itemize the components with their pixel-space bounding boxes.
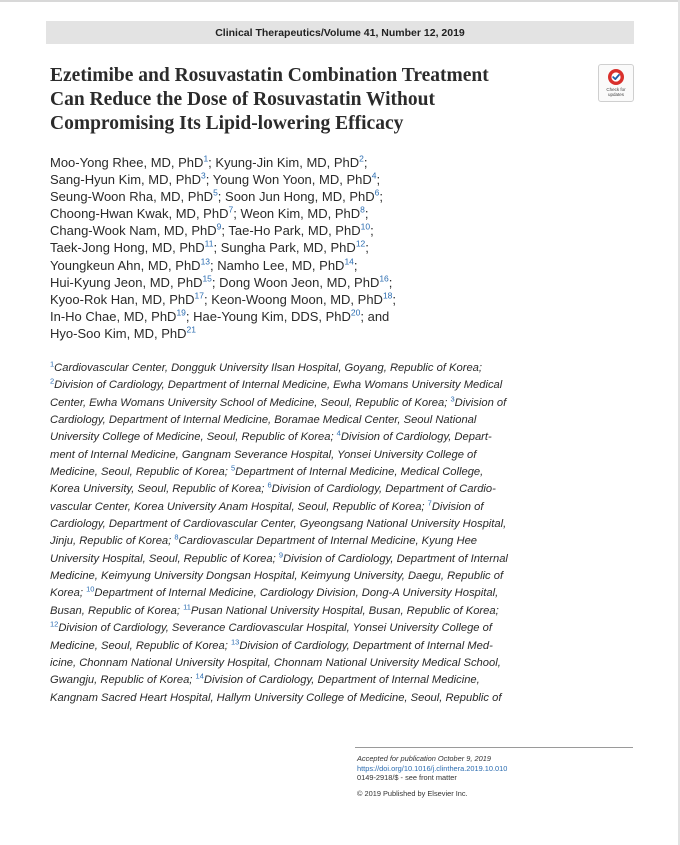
affiliation-line [50,481,550,498]
affiliation-line [50,447,550,464]
affiliation-line [50,690,550,707]
author-line [50,171,610,188]
title-line: Can Reduce the Dose of Rosuvastatin Without [50,89,435,110]
affiliation-ref[interactable]: 6 [374,187,380,198]
author-separator: ; [208,155,216,170]
affiliation-text: Cardiovascular Center, Dongguk University Ilsan Hospital, Goyang, Republic of Korea; [54,362,482,374]
affiliation-ref[interactable]: 1 [203,153,209,164]
author-separator: ; [205,172,213,188]
affiliation-text: Pusan National University Hospital, Busan, Republic of Korea; [190,604,499,617]
affiliation-line [50,360,550,377]
author-list [50,154,610,342]
affiliation-text: Medicine, Keimyung University Dongsan Hospital, Keimyung University, Daegu, Republic of [50,570,504,583]
affiliation-text: Division of Cardiology, Depart- [340,431,492,444]
author-line [50,274,610,291]
author-name: Kyung-Jin Kim, MD, PhD [215,155,360,170]
affiliation-number: 8 [174,532,179,542]
author-separator: ; and [360,308,390,324]
affiliation-line [50,585,550,602]
affiliation-ref[interactable]: 9 [216,222,222,233]
affiliation-line [50,551,550,568]
affiliation-line [50,533,550,550]
affiliation-line [50,638,550,655]
author-separator: ; [233,206,241,222]
affiliation-number: 6 [267,480,272,490]
affiliation-line [50,429,550,446]
author-name: Sungha Park, MD, PhD [220,240,356,256]
author-name: Keon-Woong Moon, MD, PhD [211,291,383,307]
affiliation-ref[interactable]: 8 [360,204,365,215]
affiliation-number: 4 [336,428,341,438]
affiliation-line [50,603,550,620]
viewer-frame-top [0,0,680,2]
author-separator: ; [364,206,369,222]
affiliation-line [50,499,550,516]
footnote-divider [355,747,633,748]
affiliation-ref[interactable]: 19 [176,307,186,318]
author-separator: ; [353,257,358,273]
affiliation-text: Cardiology, Department of Cardiovascular Center, Gyeongsang National University Hospital, [50,518,507,531]
accepted-date: Accepted for publication October 9, 2019 [357,754,491,763]
affiliation-number: 3 [450,393,455,403]
author-separator: ; [363,155,368,170]
author-name: Hae-Young Kim, DDS, PhD [193,308,351,324]
author-line [50,291,610,308]
author-line [50,205,610,222]
author-name: Chang-Wook Nam, MD, PhD [50,223,217,239]
affiliation-ref[interactable]: 18 [382,290,393,301]
affiliation-text: University Hospital, Seoul, Republic of Korea; [50,552,279,565]
affiliation-text: Center, Ewha Womans University School of Medicine, Seoul, Republic of Korea; [50,396,451,409]
affiliation-line [50,655,550,672]
affiliation-text: vascular Center, Korea University Anam Hospital, Seoul, Republic of Korea; [50,500,428,513]
affiliation-text: Department of Internal Medicine, Medical College, [235,466,484,479]
affiliation-text: Busan, Republic of Korea; [50,604,184,617]
affiliation-ref[interactable]: 11 [204,239,214,250]
author-name: Tae-Ho Park, MD, PhD [228,223,361,239]
article-title [50,64,570,136]
author-name: In-Ho Chae, MD, PhD [50,308,177,324]
copyright-line: © 2019 Published by Elsevier Inc. [357,788,468,798]
author-name: Weon Kim, MD, PhD [240,206,361,222]
author-separator: ; [203,291,212,307]
affiliation-text: Division of [431,500,484,513]
author-name: Choong-Hwan Kwak, MD, PhD [50,206,229,222]
affiliation-ref[interactable]: 14 [344,256,354,267]
affiliation-text: Division of Cardiology, Department of Internal Medicine, Ewha Womans University Medical [54,379,503,392]
author-name: Youngkeun Ahn, MD, PhD [50,257,201,273]
affiliation-ref[interactable]: 16 [379,273,389,284]
author-name: Dong Woon Jeon, MD, PhD [219,274,380,290]
title-line: Compromising Its Lipid-lowering Efficacy [50,113,404,134]
affiliation-ref[interactable]: 5 [213,187,218,198]
affiliation-line [50,620,550,637]
author-separator: ; [365,240,369,256]
author-separator: ; [221,223,229,239]
affiliation-text: icine, Chonnam National University Hospital, Chonnam National University Medical School, [50,656,501,669]
author-line [50,308,610,325]
affiliation-line [50,516,550,533]
affiliation-text: Division of Cardiology, Department of Internal [283,552,508,565]
author-line [50,154,610,171]
affiliation-number: 5 [230,463,236,473]
affiliation-text: Medicine, Seoul, Republic of Korea; [50,466,231,479]
affiliation-number: 10 [86,584,95,594]
author-name: Hui-Kyung Jeon, MD, PhD [50,274,203,290]
author-separator: ; [392,291,397,307]
author-line [50,257,610,274]
check-for-updates-icon [607,68,625,86]
affiliation-ref[interactable]: 21 [186,324,197,335]
affiliation-text: University College of Medicine, Seoul, Republic of Korea; [50,431,337,444]
author-name: Soon Jun Hong, MD, PhD [225,189,375,205]
affiliation-number: 12 [50,619,59,629]
author-separator: ; [210,257,218,273]
affiliation-text: ment of Internal Medicine, Gangnam Severance Hospital, Yonsei University College of [50,448,477,461]
affiliation-text: Gwangju, Republic of Korea; [50,674,196,687]
affiliation-text: Division of Cardiology, Department of Cardio- [271,483,496,496]
affiliation-line [50,377,550,394]
affiliation-text: Cardiovascular Department of Internal Medicine, Kyung Hee [178,535,478,548]
affiliation-text: Division of Cardiology, Severance Cardiovascular Hospital, Yonsei University College of [58,622,492,635]
author-name: Hyo-Soo Kim, MD, PhD [50,325,187,341]
author-line [50,239,610,256]
affiliation-ref[interactable]: 10 [360,222,371,233]
affiliation-text: Department of Internal Medicine, Cardiology Division, Dong-A University Hospital, [94,587,499,600]
affiliation-list [50,360,550,707]
affiliation-ref[interactable]: 2 [359,153,364,164]
affiliation-ref[interactable]: 7 [228,204,234,215]
author-separator: ; [388,274,393,290]
affiliation-line [50,672,550,689]
author-name: Moo-Yong Rhee, MD, PhD [50,155,204,170]
affiliation-text: Jinju, Republic of Korea; [50,535,175,548]
affiliation-ref[interactable]: 3 [201,170,206,181]
affiliation-text: Division of [454,396,507,409]
author-separator: ; [185,308,194,324]
affiliation-line [50,568,550,585]
affiliation-text: Korea University, Seoul, Republic of Korea; [50,483,268,496]
issn-line: 0149-2918/$ - see front matter [357,773,457,783]
affiliation-text: Cardiology, Department of Internal Medicine, Boramae Medical Center, Seoul National [50,414,477,427]
author-name: Kyoo-Rok Han, MD, PhD [50,291,195,307]
check-for-updates-button[interactable] [598,64,634,102]
author-name: Namho Lee, MD, PhD [217,257,345,273]
affiliation-text: Kangnam Sacred Heart Hospital, Hallym University College of Medicine, Seoul, Republic of [50,691,502,704]
affiliation-text: Division of Cardiology, Department of Internal Med- [239,639,493,652]
author-separator: ; [211,274,220,290]
affiliation-text: Division of Cardiology, Department of Internal Medicine, [203,674,480,687]
affiliation-number: 2 [50,376,55,386]
affiliation-text: Korea; [50,587,87,600]
publication-info [357,754,633,798]
title-line: Ezetimibe and Rosuvastatin Combination Treatment [50,65,489,86]
author-separator: ; [376,172,381,188]
author-separator: ; [213,240,221,256]
author-line [50,188,610,205]
affiliation-ref[interactable]: 13 [200,256,211,267]
affiliation-number: 14 [195,671,204,681]
author-separator: ; [370,223,374,239]
affiliation-ref[interactable]: 4 [371,170,377,181]
affiliation-ref[interactable]: 15 [202,273,212,284]
affiliation-line [50,395,550,412]
affiliation-line [50,412,550,429]
author-line [50,222,610,239]
affiliation-ref[interactable]: 17 [194,290,204,301]
affiliation-line [50,464,550,481]
check-for-updates-label: Check for updates [606,87,626,97]
doi-link[interactable]: https://doi.org/10.1016/j.clinthera.2019.10.010 [357,763,508,773]
author-name: Young Won Yoon, MD, PhD [212,172,372,188]
affiliation-text: Medicine, Seoul, Republic of Korea; [50,639,231,652]
author-separator: ; [379,189,383,205]
affiliation-ref[interactable]: 12 [355,239,366,250]
author-name: Taek-Jong Hong, MD, PhD [50,240,205,256]
author-name: Seung-Woon Rha, MD, PhD [50,189,214,205]
affiliation-number: 11 [183,602,191,612]
author-name: Sang-Hyun Kim, MD, PhD [50,172,201,188]
journal-header-bar [46,21,634,44]
affiliation-number: 9 [278,550,284,560]
affiliation-number: 13 [230,636,240,646]
author-separator: ; [217,189,226,205]
affiliation-number: 7 [427,498,432,508]
affiliation-ref[interactable]: 20 [350,307,361,318]
author-line [50,325,610,342]
journal-header-text: Clinical Therapeutics/Volume 41, Number 12, 2019 [215,26,465,39]
affiliation-number: 1 [50,359,55,369]
